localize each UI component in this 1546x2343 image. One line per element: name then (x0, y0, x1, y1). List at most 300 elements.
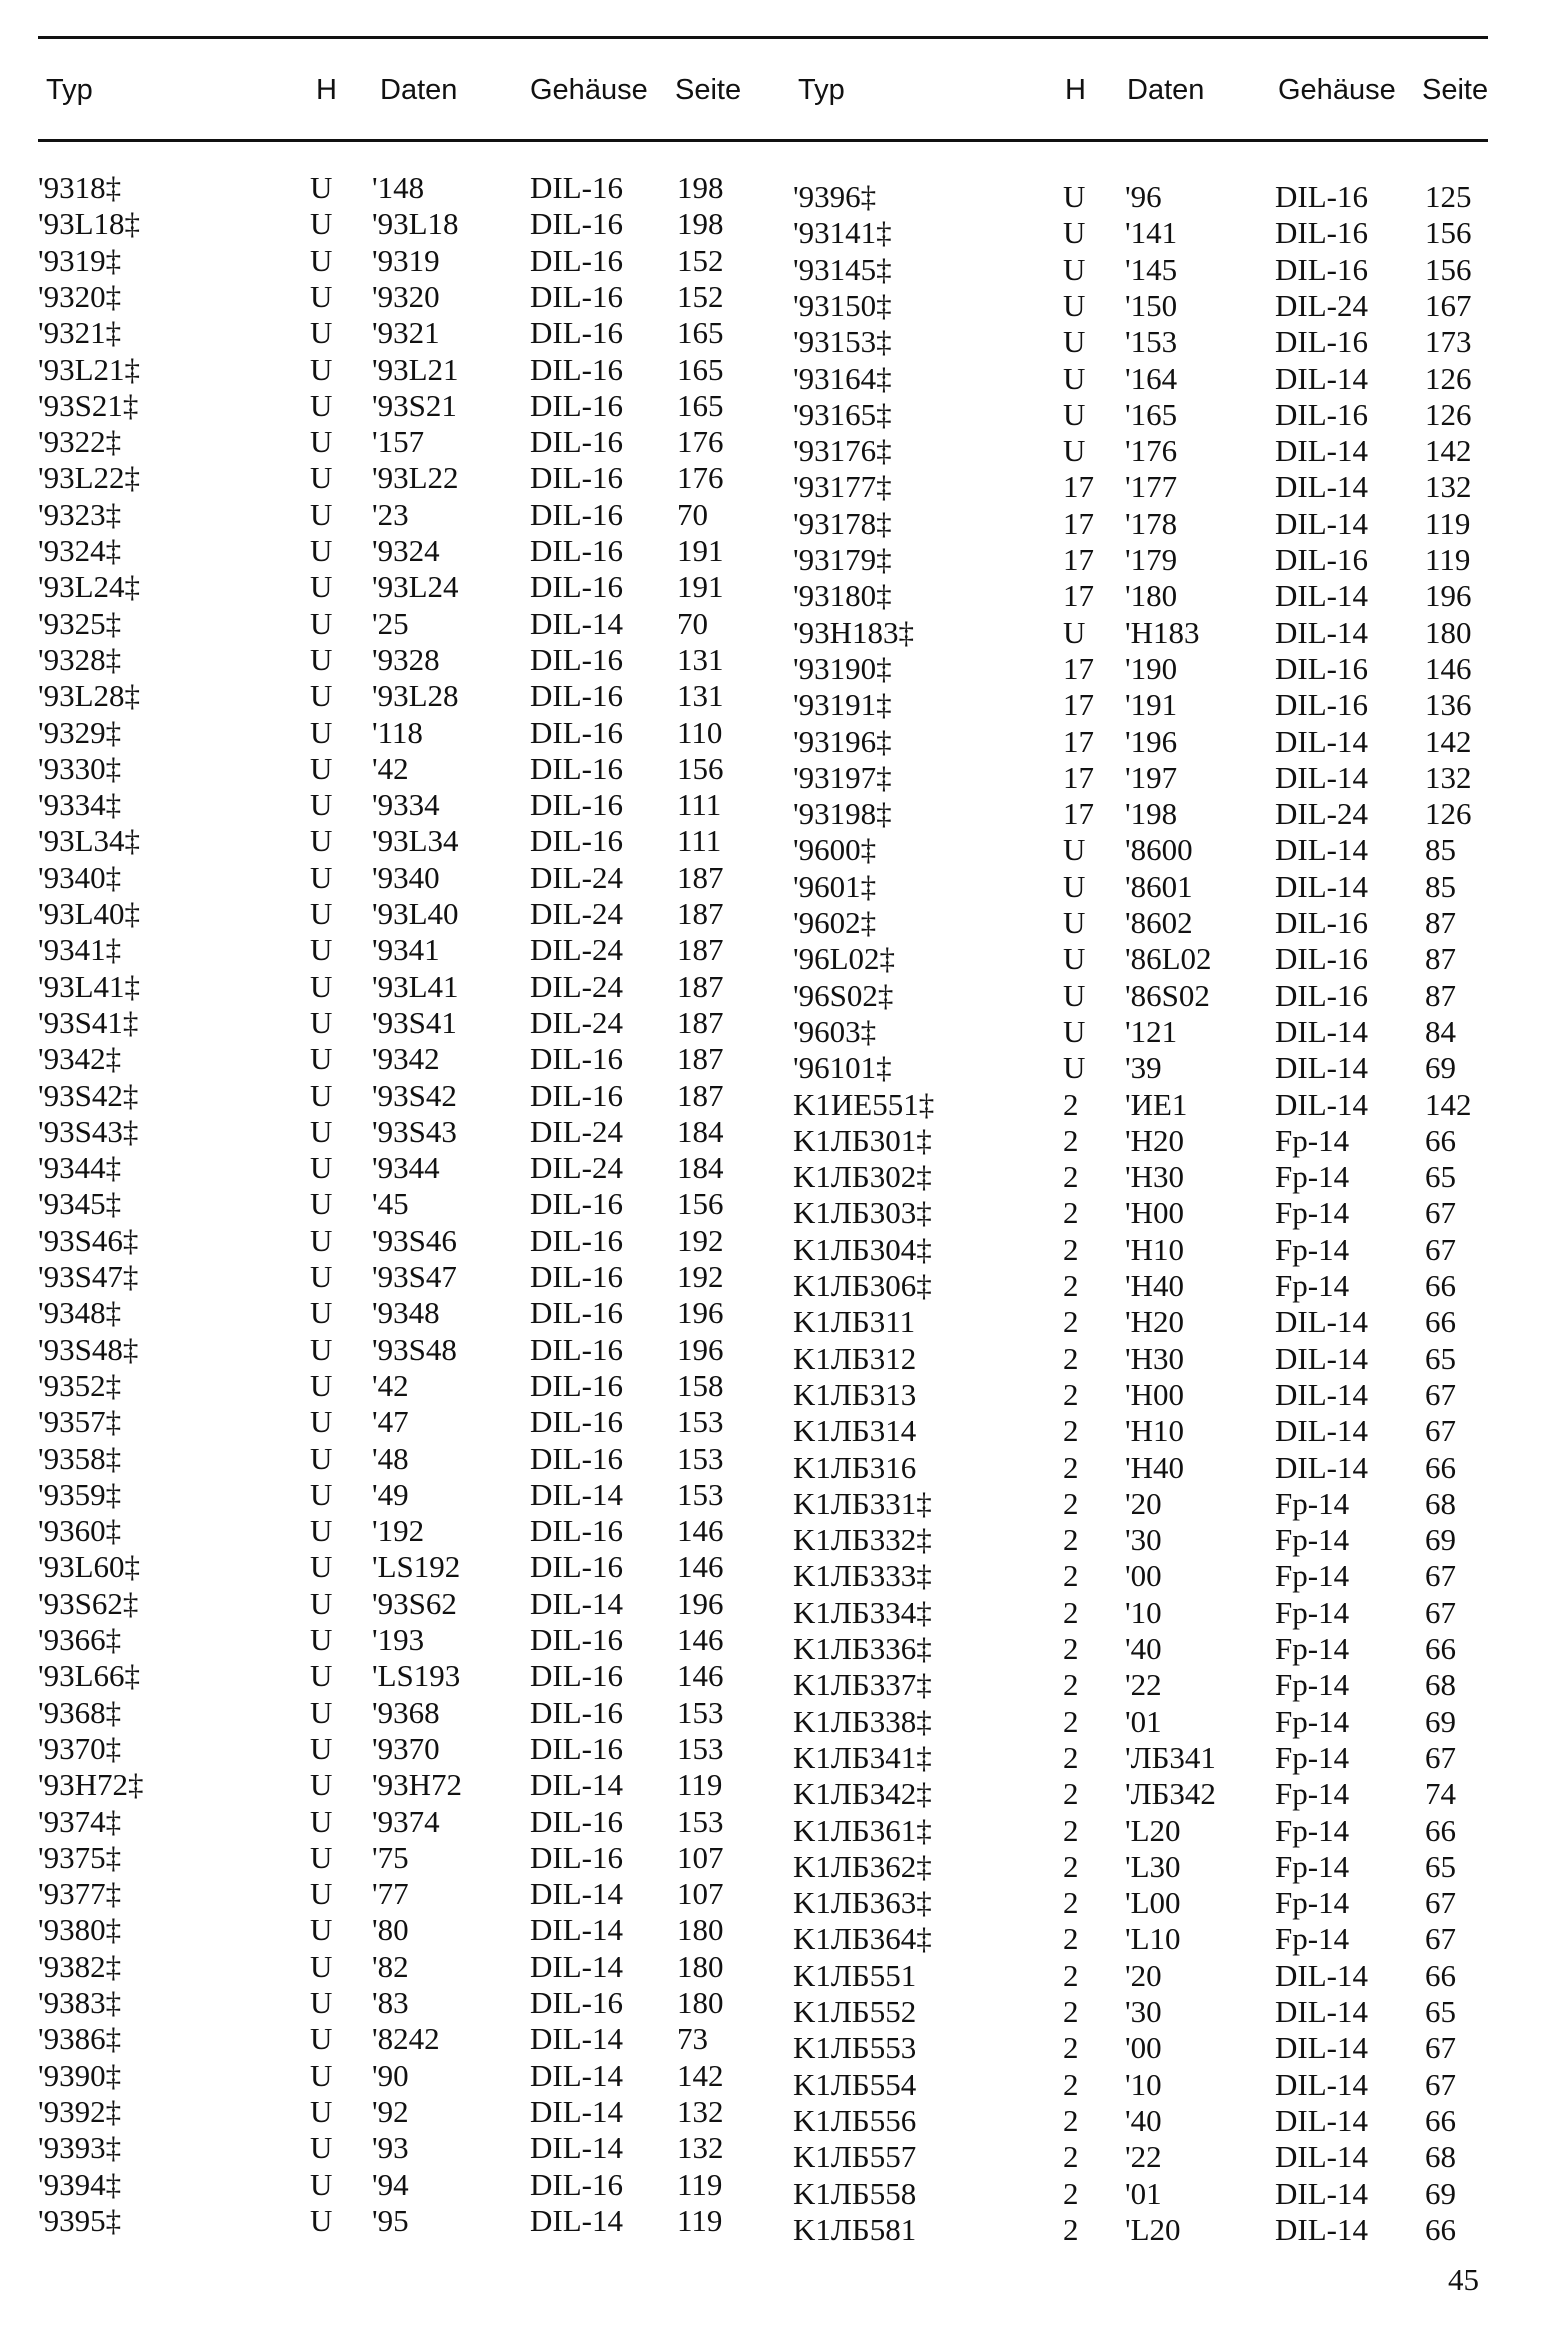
typ-cell: '96S02‡ (793, 977, 894, 1013)
seite-cell: 165 (677, 387, 724, 423)
h-cell: U (310, 1440, 333, 1476)
daten-cell: '93H72 (372, 1767, 462, 1803)
gehaeuse-cell: DIL-14 (1275, 360, 1368, 396)
typ-cell: '9395‡ (38, 2202, 122, 2238)
h-cell: 2 (1063, 1195, 1079, 1231)
seite-cell: 85 (1425, 868, 1456, 904)
h-cell: 2 (1063, 2139, 1079, 2175)
h-cell: U (310, 2021, 333, 2057)
seite-cell: 126 (1425, 396, 1472, 432)
h-cell: 2 (1063, 2102, 1079, 2138)
typ-cell: '9341‡ (38, 932, 122, 968)
h-cell: U (1063, 977, 1086, 1013)
gehaeuse-cell: DIL-14 (1275, 614, 1368, 650)
gehaeuse-cell: DIL-14 (1275, 759, 1368, 795)
daten-cell: '42 (372, 1367, 409, 1403)
typ-cell: '9340‡ (38, 859, 122, 895)
seite-cell: 176 (677, 460, 724, 496)
h-cell: 2 (1063, 1776, 1079, 1812)
h-cell: 17 (1063, 578, 1094, 614)
seite-cell: 187 (677, 968, 724, 1004)
gehaeuse-cell: DIL-14 (1275, 1340, 1368, 1376)
gehaeuse-cell: DIL-16 (530, 1803, 623, 1839)
typ-cell: '93L22‡ (38, 460, 141, 496)
h-cell: 17 (1063, 650, 1094, 686)
gehaeuse-cell: DIL-14 (530, 2202, 623, 2238)
seite-cell: 67 (1425, 2030, 1456, 2066)
seite-cell: 198 (677, 206, 724, 242)
daten-cell: '80 (372, 1912, 409, 1948)
h-cell: U (310, 1331, 333, 1367)
gehaeuse-cell: Fp-14 (1275, 1739, 1350, 1775)
daten-cell: '198 (1125, 796, 1178, 832)
header-gehaeuse: Gehäuse (530, 74, 648, 106)
h-cell: 17 (1063, 723, 1094, 759)
gehaeuse-cell: DIL-14 (1275, 1957, 1368, 1993)
h-cell: 2 (1063, 1994, 1079, 2029)
typ-cell: '93H183‡ (793, 614, 914, 650)
typ-cell: '93191‡ (793, 687, 892, 723)
daten-cell: '93 (372, 2130, 409, 2166)
typ-cell: '93196‡ (793, 723, 892, 759)
seite-cell: 187 (677, 1077, 724, 1113)
h-cell: U (310, 1948, 333, 1984)
h-cell: 2 (1063, 1703, 1079, 1739)
typ-cell: '93145‡ (793, 251, 892, 287)
h-cell: 2 (1063, 1413, 1079, 1449)
daten-cell: '177 (1125, 469, 1178, 505)
daten-cell: '93S46 (372, 1222, 457, 1258)
gehaeuse-cell: DIL-16 (1275, 251, 1368, 287)
gehaeuse-cell: DIL-16 (530, 787, 623, 823)
gehaeuse-cell: DIL-16 (530, 1694, 623, 1730)
gehaeuse-cell: DIL-16 (530, 1658, 623, 1694)
typ-cell: '9329‡ (38, 714, 122, 750)
daten-cell: '192 (372, 1513, 425, 1549)
header-daten-right: Daten (1127, 74, 1205, 106)
seite-cell: 65 (1425, 1159, 1456, 1195)
gehaeuse-cell: DIL-16 (530, 424, 623, 460)
daten-cell: '93S42 (372, 1077, 457, 1113)
typ-cell: '93L41‡ (38, 968, 141, 1004)
h-cell: 2 (1063, 1631, 1079, 1666)
seite-cell: 65 (1425, 1848, 1456, 1884)
gehaeuse-cell: Fp-14 (1275, 1921, 1350, 1957)
seite-cell: 107 (677, 1876, 724, 1912)
typ-cell: '9368‡ (38, 1694, 122, 1730)
h-cell: U (1063, 1013, 1086, 1049)
daten-cell: 'H30 (1125, 1340, 1184, 1376)
gehaeuse-cell: Fp-14 (1275, 1885, 1350, 1921)
typ-cell: K1ЛБ364‡ (793, 1921, 932, 1957)
gehaeuse-cell: DIL-16 (530, 714, 623, 750)
gehaeuse-cell: DIL-16 (1275, 215, 1368, 251)
h-cell: U (310, 1803, 333, 1839)
typ-cell: K1ЛБ302‡ (793, 1159, 932, 1195)
typ-cell: K1ЛБ301‡ (793, 1122, 932, 1158)
seite-cell: 180 (677, 1985, 724, 2020)
gehaeuse-cell: DIL-16 (530, 1549, 623, 1585)
daten-cell: '9342 (372, 1041, 440, 1077)
typ-cell: '9374‡ (38, 1803, 122, 1839)
daten-cell: 'H40 (1125, 1268, 1184, 1303)
seite-cell: 132 (1425, 469, 1472, 505)
h-cell: U (310, 533, 333, 568)
seite-cell: 156 (677, 750, 724, 786)
h-cell: U (310, 1041, 333, 1077)
typ-cell: K1ЛБ314 (793, 1413, 917, 1449)
typ-cell: '93S46‡ (38, 1222, 139, 1258)
typ-cell: K1ЛБ581 (793, 2211, 917, 2247)
gehaeuse-cell: DIL-16 (1275, 179, 1368, 214)
seite-cell: 156 (1425, 215, 1472, 251)
daten-cell: '90 (372, 2057, 409, 2093)
daten-cell: '49 (372, 1476, 409, 1512)
daten-cell: 'H00 (1125, 1195, 1184, 1231)
seite-cell: 192 (677, 1222, 724, 1258)
daten-cell: '9324 (372, 533, 440, 568)
seite-cell: 69 (1425, 1522, 1456, 1558)
typ-cell: '96L02‡ (793, 941, 896, 977)
h-cell: 2 (1063, 1739, 1079, 1775)
typ-cell: '93178‡ (793, 505, 892, 541)
seite-cell: 87 (1425, 905, 1456, 940)
gehaeuse-cell: DIL-16 (530, 1077, 623, 1113)
daten-cell: '9374 (372, 1803, 440, 1839)
daten-cell: '45 (372, 1186, 409, 1222)
gehaeuse-cell: DIL-14 (1275, 1304, 1368, 1340)
typ-cell: '93L18‡ (38, 206, 141, 242)
seite-cell: 70 (677, 605, 708, 641)
daten-cell: '01 (1125, 2175, 1162, 2211)
h-cell: U (310, 242, 333, 278)
h-cell: U (310, 1113, 333, 1149)
h-cell: U (1063, 614, 1086, 650)
daten-cell: 'L30 (1125, 1848, 1181, 1884)
gehaeuse-cell: DIL-14 (530, 1948, 623, 1984)
typ-cell: '93L21‡ (38, 351, 141, 387)
daten-cell: '82 (372, 1948, 409, 1984)
typ-cell: '9380‡ (38, 1912, 122, 1948)
seite-cell: 66 (1425, 2102, 1456, 2138)
typ-cell: K1ЛБ557 (793, 2139, 917, 2175)
daten-cell: '96 (1125, 179, 1162, 214)
seite-cell: 158 (677, 1367, 724, 1403)
gehaeuse-cell: DIL-14 (530, 2057, 623, 2093)
h-cell: U (310, 424, 333, 460)
typ-cell: K1ЛБ304‡ (793, 1231, 932, 1267)
daten-cell: 'L20 (1125, 2211, 1181, 2247)
typ-cell: K1ЛБ311 (793, 1304, 916, 1340)
daten-cell: '8601 (1125, 868, 1193, 904)
daten-cell: '148 (372, 170, 425, 205)
daten-cell: 'H183 (1125, 614, 1200, 650)
seite-cell: 180 (1425, 614, 1472, 650)
h-cell: U (310, 387, 333, 423)
gehaeuse-cell: DIL-16 (530, 569, 623, 605)
seite-cell: 66 (1425, 2211, 1456, 2247)
seite-cell: 187 (677, 896, 724, 931)
seite-cell: 87 (1425, 941, 1456, 977)
h-cell: U (310, 1513, 333, 1549)
seite-cell: 184 (677, 1113, 724, 1149)
gehaeuse-cell: DIL-14 (1275, 469, 1368, 505)
typ-cell: '9328‡ (38, 641, 122, 677)
typ-cell: '93177‡ (793, 469, 892, 505)
h-cell: 2 (1063, 2211, 1079, 2247)
gehaeuse-cell: DIL-14 (530, 2021, 623, 2057)
seite-cell: 165 (677, 351, 724, 387)
seite-cell: 67 (1425, 1921, 1456, 1957)
daten-cell: '9319 (372, 242, 440, 278)
h-cell: U (310, 1222, 333, 1258)
h-cell: U (310, 1658, 333, 1694)
daten-cell: '39 (1125, 1050, 1162, 1086)
seite-cell: 142 (677, 2057, 724, 2093)
typ-cell: K1ЛБ313 (793, 1376, 917, 1412)
gehaeuse-cell: DIL-16 (530, 641, 623, 677)
seite-cell: 187 (677, 859, 724, 895)
typ-cell: '9386‡ (38, 2021, 122, 2057)
daten-cell: '22 (1125, 1667, 1162, 1703)
gehaeuse-cell: Fp-14 (1275, 1231, 1350, 1267)
daten-cell: '93S48 (372, 1331, 457, 1367)
header-typ-right: Typ (798, 74, 845, 106)
daten-cell: '93L34 (372, 823, 459, 859)
typ-cell: '9352‡ (38, 1367, 122, 1403)
seite-cell: 119 (677, 2166, 723, 2202)
seite-cell: 153 (677, 1730, 724, 1766)
daten-cell: '00 (1125, 2030, 1162, 2066)
gehaeuse-cell: DIL-16 (530, 315, 623, 351)
gehaeuse-cell: DIL-16 (1275, 941, 1368, 977)
gehaeuse-cell: DIL-14 (1275, 2030, 1368, 2066)
seite-cell: 167 (1425, 287, 1472, 323)
gehaeuse-cell: DIL-14 (1275, 578, 1368, 614)
seite-cell: 126 (1425, 360, 1472, 396)
daten-cell: '93L24 (372, 569, 459, 605)
h-cell: 2 (1063, 1885, 1079, 1921)
gehaeuse-cell: DIL-16 (530, 1259, 623, 1294)
seite-cell: 67 (1425, 1413, 1456, 1449)
gehaeuse-cell: DIL-16 (530, 1440, 623, 1476)
typ-cell: '93S43‡ (38, 1113, 139, 1149)
gehaeuse-cell: DIL-16 (530, 1730, 623, 1766)
daten-cell: '121 (1125, 1013, 1178, 1049)
h-cell: 2 (1063, 1921, 1079, 1957)
h-cell: 2 (1063, 1449, 1079, 1485)
seite-cell: 66 (1425, 1304, 1456, 1340)
seite-cell: 187 (677, 1041, 724, 1077)
gehaeuse-cell: DIL-24 (1275, 796, 1368, 832)
h-cell: U (1063, 215, 1086, 251)
daten-cell: 'L00 (1125, 1885, 1181, 1921)
seite-cell: 146 (677, 1622, 724, 1657)
daten-cell: 'H00 (1125, 1376, 1184, 1412)
typ-cell: K1ЛБ556 (793, 2102, 917, 2138)
seite-cell: 67 (1425, 1594, 1456, 1630)
typ-cell: '9392‡ (38, 2093, 122, 2129)
daten-cell: '40 (1125, 2102, 1162, 2138)
typ-cell: '9382‡ (38, 1948, 122, 1984)
gehaeuse-cell: Fp-14 (1275, 1631, 1350, 1666)
gehaeuse-cell: DIL-16 (530, 750, 623, 786)
typ-cell: '93S48‡ (38, 1331, 139, 1367)
typ-cell: '9396‡ (793, 179, 877, 214)
daten-cell: '191 (1125, 687, 1178, 723)
typ-cell: K1ЛБ333‡ (793, 1558, 932, 1594)
h-cell: 2 (1063, 1231, 1079, 1267)
typ-cell: '9600‡ (793, 832, 877, 868)
header-typ: Typ (46, 74, 93, 106)
gehaeuse-cell: Fp-14 (1275, 1667, 1350, 1703)
h-cell: U (1063, 832, 1086, 868)
daten-cell: '164 (1125, 360, 1178, 396)
typ-cell: K1ЛБ362‡ (793, 1848, 932, 1884)
seite-cell: 111 (677, 823, 722, 859)
h-cell: 17 (1063, 687, 1094, 723)
typ-cell: '9360‡ (38, 1513, 122, 1549)
typ-cell: '93H72‡ (38, 1767, 144, 1803)
gehaeuse-cell: DIL-16 (1275, 977, 1368, 1013)
h-cell: U (310, 1367, 333, 1403)
seite-cell: 152 (677, 242, 724, 278)
h-cell: 2 (1063, 1485, 1079, 1521)
seite-cell: 67 (1425, 1739, 1456, 1775)
daten-cell: '150 (1125, 287, 1178, 323)
seite-cell: 119 (677, 2202, 723, 2238)
seite-cell: 68 (1425, 1667, 1456, 1703)
typ-cell: K1ЛБ551 (793, 1957, 917, 1993)
daten-cell: 'H10 (1125, 1413, 1184, 1449)
h-cell: U (310, 2166, 333, 2202)
header-seite-right: Seite (1422, 74, 1489, 106)
typ-cell: '9394‡ (38, 2166, 122, 2202)
seite-cell: 142 (1425, 723, 1472, 759)
gehaeuse-cell: DIL-16 (530, 351, 623, 387)
gehaeuse-cell: DIL-14 (1275, 832, 1368, 868)
header-h: H (316, 74, 337, 106)
seite-cell: 180 (677, 1948, 724, 1984)
typ-cell: K1ЛБ552 (793, 1994, 917, 2029)
daten-cell: '10 (1125, 1594, 1162, 1630)
seite-cell: 196 (677, 1585, 724, 1621)
typ-cell: K1ЛБ316 (793, 1449, 917, 1485)
h-cell: U (1063, 905, 1086, 940)
daten-cell: '83 (372, 1985, 409, 2020)
daten-cell: '9341 (372, 932, 440, 968)
gehaeuse-cell: DIL-24 (530, 1004, 623, 1040)
h-cell: 2 (1063, 1667, 1079, 1703)
gehaeuse-cell: DIL-16 (530, 2166, 623, 2202)
typ-cell: '93L24‡ (38, 569, 141, 605)
seite-cell: 165 (677, 315, 724, 351)
h-cell: U (310, 714, 333, 750)
gehaeuse-cell: DIL-14 (530, 1912, 623, 1948)
seite-cell: 69 (1425, 1050, 1456, 1086)
typ-cell: K1ЛБ336‡ (793, 1631, 932, 1666)
typ-cell: '9325‡ (38, 605, 122, 641)
h-cell: 2 (1063, 1594, 1079, 1630)
h-cell: 2 (1063, 1159, 1079, 1195)
header-seite: Seite (675, 74, 742, 106)
h-cell: 17 (1063, 542, 1094, 577)
h-cell: U (310, 787, 333, 823)
h-cell: U (310, 896, 333, 931)
seite-cell: 156 (677, 1186, 724, 1222)
gehaeuse-cell: DIL-14 (530, 2093, 623, 2129)
seite-cell: 153 (677, 1694, 724, 1730)
h-cell: U (310, 2130, 333, 2166)
daten-cell: '153 (1125, 324, 1178, 360)
h-cell: U (310, 1585, 333, 1621)
gehaeuse-cell: DIL-16 (530, 206, 623, 242)
h-cell: U (310, 1404, 333, 1440)
page-number: 45 (1448, 2262, 1479, 2297)
seite-cell: 156 (1425, 251, 1472, 287)
gehaeuse-cell: DIL-16 (530, 1839, 623, 1875)
h-cell: U (310, 278, 333, 314)
daten-cell: 'LS193 (372, 1658, 461, 1694)
typ-cell: '93179‡ (793, 542, 892, 577)
seite-cell: 191 (677, 569, 724, 605)
gehaeuse-cell: DIL-14 (530, 605, 623, 641)
h-cell: 2 (1063, 1848, 1079, 1884)
daten-cell: '179 (1125, 542, 1178, 577)
gehaeuse-cell: DIL-14 (530, 1585, 623, 1621)
daten-cell: '9340 (372, 859, 440, 895)
typ-cell: '9358‡ (38, 1440, 122, 1476)
h-cell: U (310, 1549, 333, 1585)
daten-cell: '95 (372, 2202, 409, 2238)
typ-cell: K1ЛБ306‡ (793, 1268, 932, 1303)
h-cell: U (310, 351, 333, 387)
daten-cell: '9321 (372, 315, 440, 351)
seite-cell: 187 (677, 932, 724, 968)
daten-cell: '40 (1125, 1631, 1162, 1666)
gehaeuse-cell: DIL-24 (530, 1150, 623, 1186)
header-daten: Daten (380, 74, 458, 106)
seite-cell: 73 (677, 2021, 708, 2057)
seite-cell: 146 (677, 1549, 724, 1585)
gehaeuse-cell: DIL-16 (530, 1295, 623, 1331)
h-cell: 17 (1063, 505, 1094, 541)
daten-cell: '01 (1125, 1703, 1162, 1739)
daten-cell: 'H20 (1125, 1122, 1184, 1158)
h-cell: U (310, 569, 333, 605)
gehaeuse-cell: DIL-14 (1275, 2066, 1368, 2102)
gehaeuse-cell: DIL-14 (1275, 1994, 1368, 2029)
seite-cell: 69 (1425, 1703, 1456, 1739)
daten-cell: '145 (1125, 251, 1178, 287)
h-cell: 2 (1063, 1558, 1079, 1594)
gehaeuse-cell: DIL-16 (530, 278, 623, 314)
daten-cell: '00 (1125, 1558, 1162, 1594)
gehaeuse-cell: DIL-16 (530, 1985, 623, 2020)
h-cell: U (310, 641, 333, 677)
seite-cell: 74 (1425, 1776, 1456, 1812)
gehaeuse-cell: DIL-16 (530, 1513, 623, 1549)
seite-cell: 65 (1425, 1994, 1456, 2029)
typ-cell: '93176‡ (793, 433, 892, 469)
seite-cell: 142 (1425, 433, 1472, 469)
daten-cell: '93L22 (372, 460, 459, 496)
daten-cell: '48 (372, 1440, 409, 1476)
typ-cell: '96101‡ (793, 1050, 892, 1086)
daten-cell: '93L41 (372, 968, 459, 1004)
gehaeuse-cell: Fp-14 (1275, 1485, 1350, 1521)
h-cell: U (310, 678, 333, 714)
